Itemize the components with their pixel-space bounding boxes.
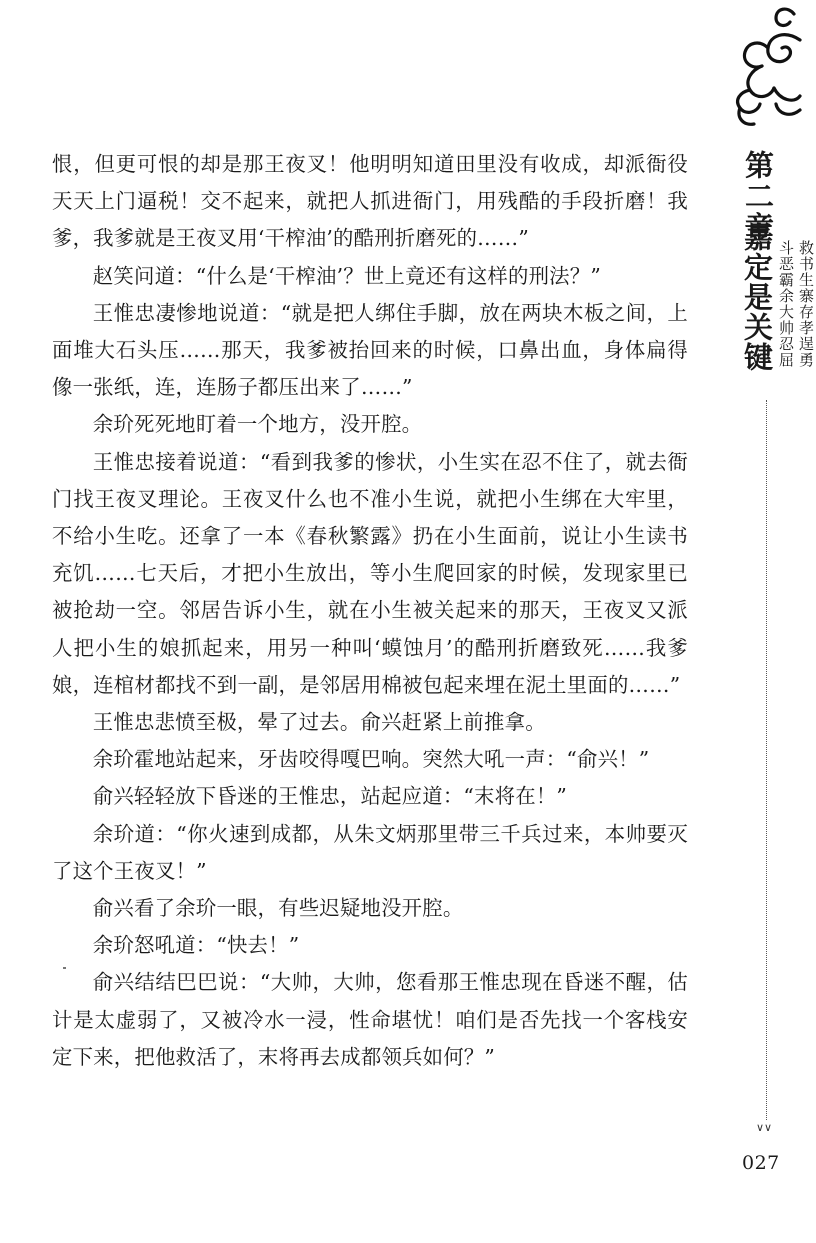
print-speck <box>63 967 66 969</box>
paragraph: 余玠霍地站起来，牙齿咬得嘎巴响。突然大吼一声：“俞兴！” <box>92 747 650 772</box>
chapter-subtitle <box>776 240 816 368</box>
paragraph: 恨，但更可恨的却是那王夜叉！他明明知道田里没有收成，却派衙役天天上门逼税！交不起来，就把人抓进衙门，用残酷的手段折磨！我爹，我爹就是王夜叉用‘干榨油’的酷刑折磨死的……” <box>52 152 688 251</box>
auspicious-cloud-icon <box>690 0 800 170</box>
chapter-number: 第二章 <box>741 150 775 243</box>
paragraph: 余玠怒吼道：“快去！” <box>92 933 300 958</box>
body-text <box>52 146 688 1076</box>
paragraph: 赵笑问道：“什么是‘干榨油’？世上竟还有这样的刑法？” <box>92 263 601 288</box>
paragraph: 俞兴轻轻放下昏迷的王惟忠，站起应道：“末将在！” <box>92 784 568 809</box>
chapter-title: 嘉定是关键 <box>740 222 774 372</box>
page-number: 027 <box>742 1152 780 1174</box>
paragraph: 王惟忠凄惨地说道：“就是把人绑住手脚，放在两块木板之间，上面堆大石头压……那天，我爹被抬回来的时候，口鼻出血，身体扁得像一张纸，连，连肠子都压出来了……” <box>52 300 688 400</box>
paragraph: 俞兴结结巴巴说：“大帅，大帅，您看那王惟忠现在昏迷不醒，估计是太虚弱了，又被冷水一浸，性命堪忧！咱们是否先找一个客栈安定下来，把他救活了，末将再去成都领兵如何？” <box>52 970 688 1069</box>
subtitle-line: 斗恶霸余大帅忍屈 <box>777 240 795 368</box>
dotted-rule <box>766 400 767 1120</box>
paragraph: 王惟忠接着说道：“看到我爹的惨状，小生实在忍不住了，就去衙门找王夜叉理论。王夜叉什么也不准小生说，就把小生绑在大牢里，不给小生吃。还拿了一本《春秋繁露》扔在小生面前，说让小生读书充饥……七天后，才把小生放出，等小生爬回家的时候，发现家里已被抢劫一空。邻居告诉小生，就在小生被关起来的那天，王夜叉又派人把小生的娘抓起来，用另一种叫‘蟆蚀月’的酷刑折磨致死……我爹娘，连棺材都找不到一副，是邻居用棉被包起来埋在泥土里面的……” <box>52 449 688 697</box>
paragraph: 余玠死死地盯着一个地方，没开腔。 <box>92 412 423 437</box>
subtitle-line: 救书生寨存孝逞勇 <box>797 240 815 368</box>
paragraph: 余玠道：“你火速到成都，从朱文炳那里带三千兵过来，本帅要灭了这个王夜叉！” <box>52 821 688 883</box>
paragraph: 俞兴看了余玠一眼，有些迟疑地没开腔。 <box>92 896 464 921</box>
chevron-down-icon: ∨∨ <box>756 1121 773 1134</box>
paragraph: 王惟忠悲愤至极，晕了过去。俞兴赶紧上前推拿。 <box>92 710 546 735</box>
